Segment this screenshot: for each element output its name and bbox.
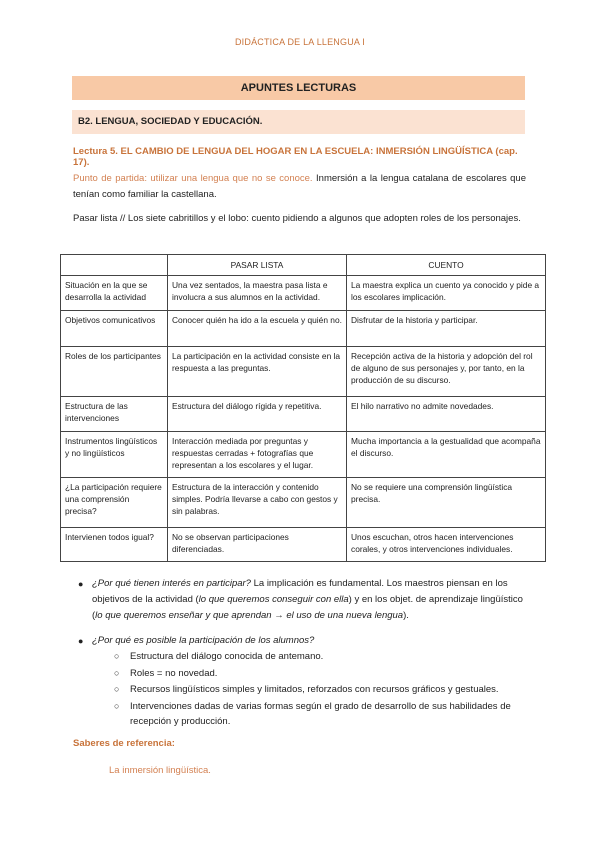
section-title: B2. LENGUA, SOCIEDAD Y EDUCACIÓN. (72, 110, 525, 134)
table-cell: Unos escuchan, otros hacen intervenciones corales, y otros intervenciones individuales. (347, 528, 546, 562)
references-item: La inmersión lingüística. (109, 765, 211, 776)
table-header-row (61, 255, 546, 276)
sub-list-item (114, 649, 530, 665)
table-cell: Roles de los participantes (61, 347, 168, 397)
circle-bullet-icon: ○ (114, 667, 120, 678)
table-cell: Estructura de la interacción y contenido simples. Podría llevarse a cabo con gestos y sin palabras. (168, 478, 347, 528)
table-cell: Una vez sentados, la maestra pasa lista e involucra a sus alumnos en la actividad. (168, 276, 347, 311)
table-row (61, 311, 546, 347)
table-cell: ¿La participación requiere una comprensión precisa? (61, 478, 168, 528)
table-cell: No se observan participaciones diferenciadas. (168, 528, 347, 562)
table-cell: Estructura de las intervenciones (61, 397, 168, 432)
bullet-italic: lo que queremos conseguir con ella (198, 594, 349, 605)
bullet-list (78, 576, 528, 624)
table-row (61, 528, 546, 562)
page-header: DIDÁCTICA DE LA LLENGUA I (234, 37, 366, 47)
intro-paragraph (73, 171, 526, 203)
table-cell: Instrumentos lingüísticos y no lingüísticos (61, 432, 168, 478)
circle-bullet-icon: ○ (114, 684, 120, 694)
circle-bullet-icon: ○ (114, 700, 120, 711)
table-header-cell (61, 255, 168, 276)
table-row (61, 478, 546, 528)
sub-item-text: Intervenciones dadas de varias formas según el grado de desarrollo de sus habilidades de recepción y producción. (130, 700, 511, 727)
starting-point-label: Punto de partida: utilizar una lengua que no se conoce. (73, 173, 313, 184)
bullet-icon: ● (78, 579, 84, 589)
table-header-cell: PASAR LISTA (168, 255, 347, 276)
bullet-italic: lo que queremos enseñar y que aprendan → el uso de una nueva lengua (95, 610, 404, 621)
table-header-cell: CUENTO (347, 255, 546, 276)
list-item (78, 576, 528, 624)
table-cell: Interacción mediada por preguntas y respuestas cerradas + fotografías que representan a los escolares y el lugar. (168, 432, 347, 478)
table-row (61, 347, 546, 397)
sub-list-item (114, 666, 530, 682)
document-title: APUNTES LECTURAS (72, 76, 525, 100)
circle-bullet-icon: ○ (114, 651, 120, 661)
table-cell: El hilo narrativo no admite novedades. (347, 397, 546, 432)
sub-list-item (114, 682, 530, 698)
table-cell: No se requiere una comprensión lingüística precisa. (347, 478, 546, 528)
sub-item-text: Roles = no novedad. (130, 667, 218, 679)
table-cell: Conocer quién ha ido a la escuela y quién no. (168, 311, 347, 347)
question-text: ¿Por qué es posible la participación de los alumnos? (92, 635, 315, 646)
comparison-table (60, 254, 546, 562)
bullet-icon: ● (78, 636, 84, 646)
references-heading: Saberes de referencia: (73, 738, 175, 749)
table-row (61, 432, 546, 478)
bullet-text: ). (403, 610, 409, 621)
table-cell: Recepción activa de la historia y adopción del rol de alguno de sus personajes y, por tanto, en la producción de su discurso. (347, 347, 546, 397)
table-row (61, 397, 546, 432)
table-cell: Objetivos comunicativos (61, 311, 168, 347)
table-cell: Disfrutar de la historia y participar. (347, 311, 546, 347)
table-cell: Estructura del diálogo rígida y repetitiva. (168, 397, 347, 432)
table-cell: Intervienen todos igual? (61, 528, 168, 562)
table-row (61, 276, 546, 311)
list-item (78, 633, 528, 649)
sub-item-text: Estructura del diálogo conocida de antemano. (130, 651, 324, 662)
sub-bullet-list (114, 649, 530, 730)
intro-text: Inmersión a la lengua catalana de escolares que tenían como familiar la castellana. (73, 173, 526, 200)
table-cell: La maestra explica un cuento ya conocido y pide a los escolares implicación. (347, 276, 546, 311)
activity-paragraph: Pasar lista // Los siete cabritillos y el lobo: cuento pidiendo a algunos que adopten roles de los personajes. (73, 213, 521, 224)
bullet-text: ) y en los objet. de aprendizaje lingüístico ( (92, 594, 523, 621)
sub-list-item (114, 699, 530, 730)
sub-item-text: Recursos lingüísticos simples y limitados, reforzados con recursos gráficos y gestuales. (130, 684, 499, 695)
bullet-list (78, 633, 528, 649)
bullet-text: La implicación es fundamental. Los maestros piensan en los objetivos de la actividad ( (92, 578, 508, 605)
lecture-heading: Lectura 5. EL CAMBIO DE LENGUA DEL HOGAR EN LA ESCUELA: INMERSIÓN LINGÜÍSTICA (cap. 17). (73, 146, 518, 168)
table-cell: Mucha importancia a la gestualidad que acompaña el discurso. (347, 432, 546, 478)
question-text: ¿Por qué tienen interés en participar? (92, 578, 251, 589)
table-cell: La participación en la actividad consiste en la respuesta a las preguntas. (168, 347, 347, 397)
table-cell: Situación en la que se desarrolla la actividad (61, 276, 168, 311)
